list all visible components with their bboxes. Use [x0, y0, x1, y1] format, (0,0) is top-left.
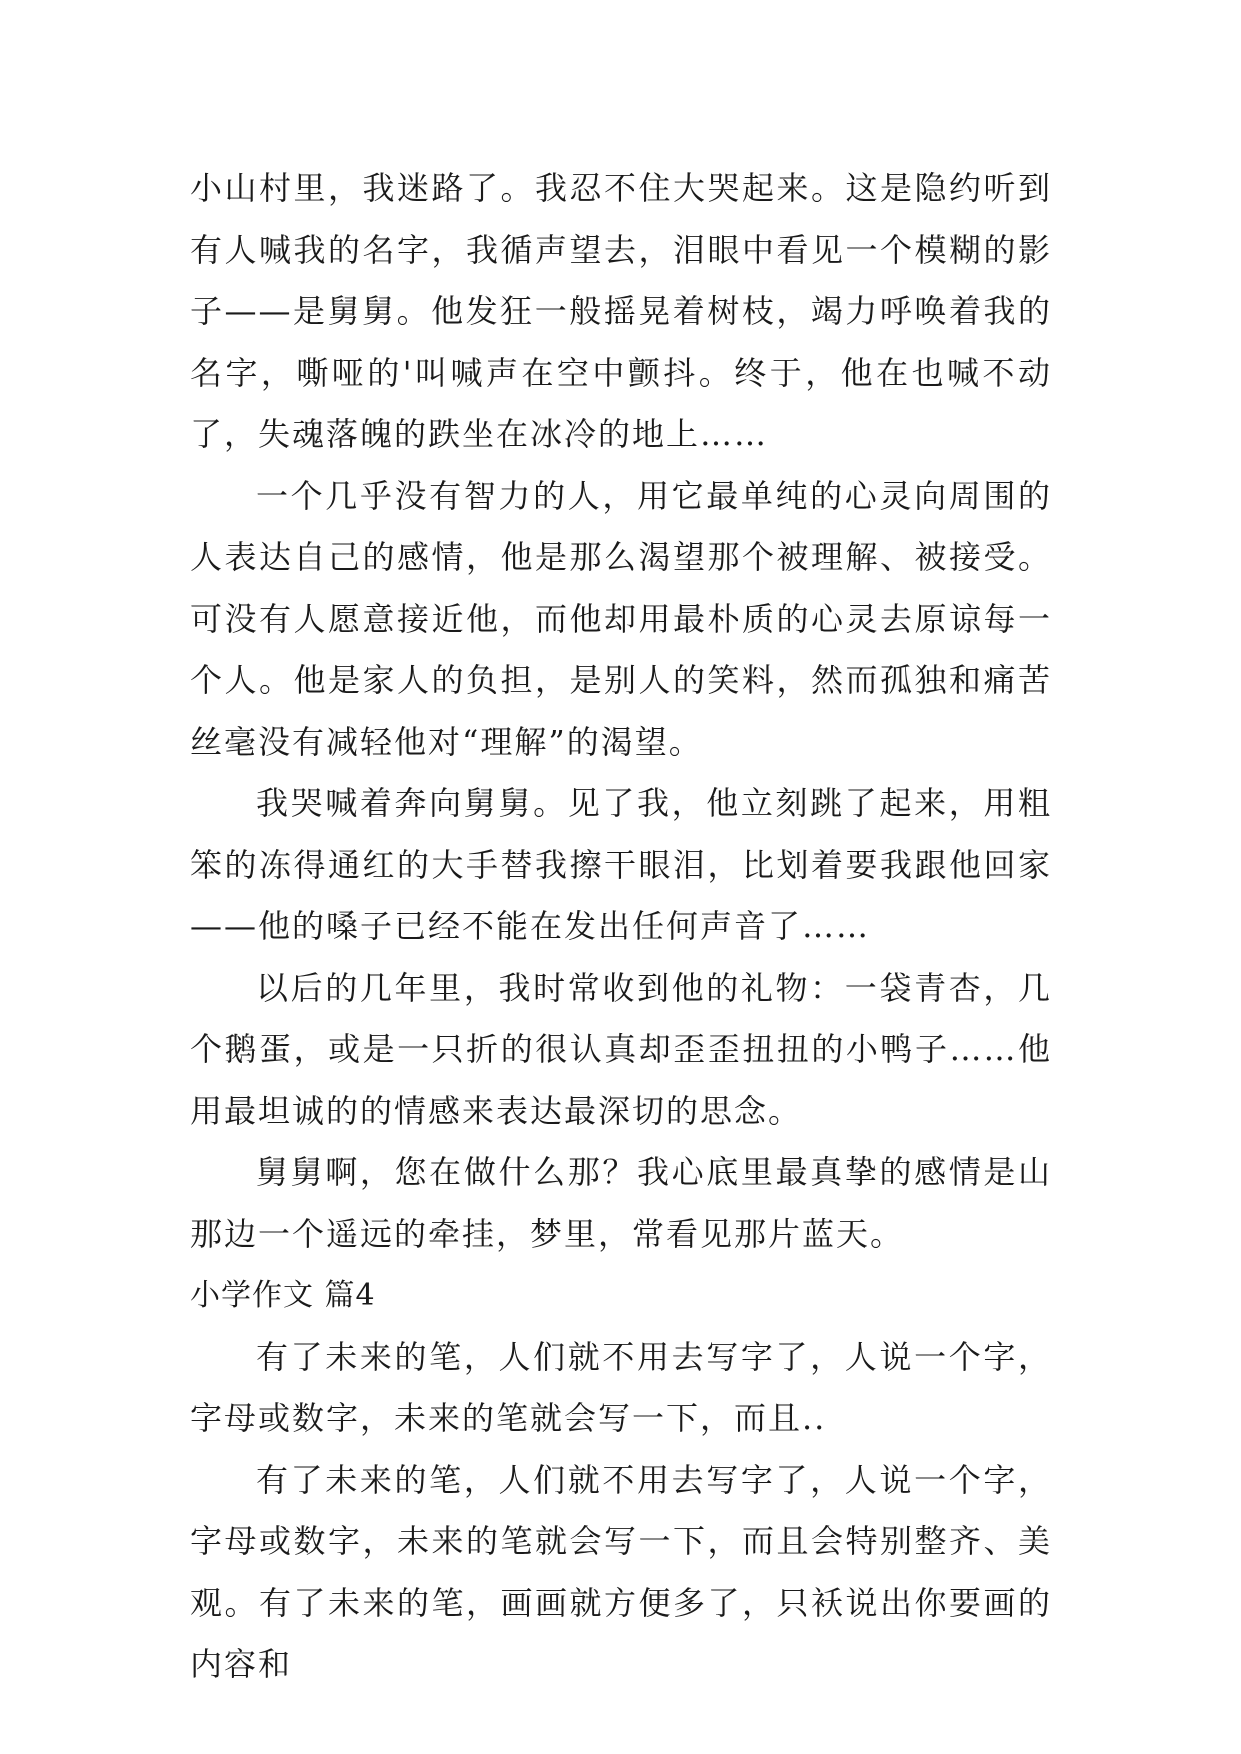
- document-page: [190, 158, 1052, 1696]
- paragraph-4: 以后的几年里，我时常收到他的礼物：一袋青杏，几个鹅蛋，或是一只折的很认真却歪歪扭扭的小鸭子……他用最坦诚的的情感来表达最深切的思念。: [190, 968, 1052, 1130]
- paragraph-5: 舅舅啊，您在做什么那？我心底里最真挚的感情是山那边一个遥远的牵挂，梦里，常看见那片蓝天。: [190, 1153, 1052, 1253]
- paragraph-6: 有了未来的笔，人们就不用去写字了，人说一个字，字母或数字，未来的笔就会写一下，而且..: [190, 1337, 1052, 1437]
- paragraph-2: 一个几乎没有智力的人，用它最单纯的心灵向周围的人表达自己的感情，他是那么渴望那个被理解、被接受。可没有人愿意接近他，而他却用最朴质的心灵去原谅每一个人。他是家人的负担，是别人的笑料，然而孤独和痛苦丝毫没有减轻他对“理解”的渴望。: [190, 476, 1052, 761]
- paragraph-1: 小山村里，我迷路了。我忍不住大哭起来。这是隐约听到有人喊我的名字，我循声望去，泪眼中看见一个模糊的影子——是舅舅。他发狂一般摇晃着树枝，竭力呼唤着我的名字，嘶哑的'叫喊声在空中颤抖。终于，他在也喊不动了，失魂落魄的跌坐在冰冷的地上……: [190, 169, 1052, 453]
- paragraph-3: 我哭喊着奔向舅舅。见了我，他立刻跳了起来，用粗笨的冻得通红的大手替我擦干眼泪，比划着要我跟他回家——他的嗓子已经不能在发出任何声音了……: [190, 784, 1052, 945]
- section-heading: 小学作文 篇4: [190, 1278, 376, 1313]
- paragraph-7: 有了未来的笔，人们就不用去写字了，人说一个字，字母或数字，未来的笔就会写一下，而且会特别整齐、美观。有了未来的笔，画画就方便多了，只袄说出你要画的内容和: [190, 1460, 1052, 1683]
